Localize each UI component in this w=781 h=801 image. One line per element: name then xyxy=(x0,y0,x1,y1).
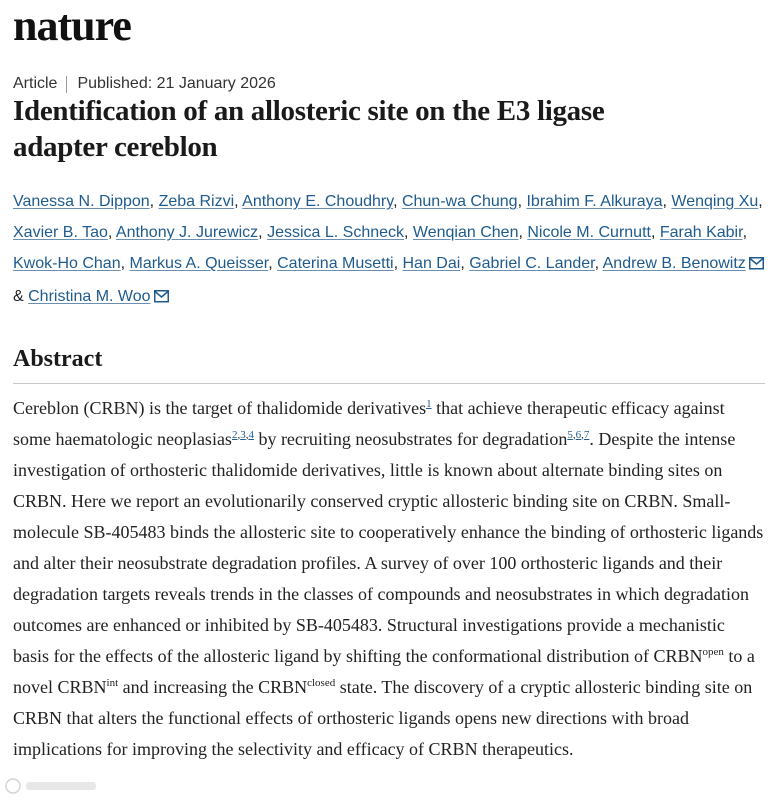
author-link[interactable]: Kwok-Ho Chan xyxy=(13,255,121,272)
author-link[interactable]: Ibrahim F. Alkuraya xyxy=(526,193,663,210)
author-link[interactable]: Christina M. Woo xyxy=(28,288,151,305)
published-date: Published: 21 January 2026 xyxy=(77,75,276,92)
email-icon[interactable] xyxy=(749,250,764,281)
reference-link[interactable]: 7 xyxy=(583,429,590,441)
abstract-segment: state. The discovery of a cryptic allosteric binding site on CRBN that alters the functional effects of orthosteric ligands opens new directions with broad implications for improving the selectivity and efficacy of CRBN therapeutics. xyxy=(13,677,753,759)
author-link[interactable]: Andrew B. Benowitz xyxy=(602,255,746,272)
author-link[interactable]: Vanessa N. Dippon xyxy=(13,193,150,210)
authors-and: & xyxy=(13,288,24,305)
email-icon[interactable] xyxy=(154,283,169,314)
reference-link[interactable]: 2 xyxy=(231,429,238,441)
abstract-text: Cereblon (CRBN) is the target of thalidomide derivatives$^1$ that achieve therapeutic efficacy against some haematologic neoplasias$^{2,3,4}$ by recruiting neosubstrates for degradation$^{5,6,7}$. Despite the intense investigation of orthosteric thalidomide derivatives, little is known about alternate binding sites on CRBN. Here we report an evolutionarily conserved cryptic allosteric binding site on CRBN. Small-molecule SB-405483 binds the allosteric site to cooperatively enhance the binding of orthosteric ligands and alter their neosubstrate degradation profiles. A survey of over 100 orthosteric ligands and their degradation targets reveals trends in the classes of compounds and neosubstrates in which degradation outcomes are enhanced or inhibited by SB-405483. Structural investigations provide a mechanistic basis for the effects of the allosteric ligand by shifting the conformational distribution of $CRBN^{open}$ to a novel $CRBN^{int}$ and increasing the $CRBN^{closed}$ state. The discovery of a cryptic allosteric binding site on CRBN that alters the functional effects of orthosteric ligands opens new directions with broad implications for improving the selectivity and efficacy of CRBN therapeutics. xyxy=(13,398,764,759)
abstract-segment: that achieve therapeutic efficacy against some haematologic neoplasias xyxy=(13,398,725,449)
reference-link[interactable]: 1 xyxy=(426,398,432,410)
article-title-line-1: Identification of an allosteric site on the E3 ligase xyxy=(13,95,605,127)
superscript-open: open xyxy=(702,646,724,658)
watermark-logo xyxy=(4,776,104,796)
reference-link[interactable]: 4 xyxy=(248,429,254,441)
superscript-int: int xyxy=(106,677,119,689)
meta-divider xyxy=(66,76,67,93)
abstract-segment: to a novel CRBN xyxy=(13,646,755,697)
author-link[interactable]: Markus A. Queisser xyxy=(129,255,269,272)
author-link[interactable]: Farah Kabir xyxy=(659,224,743,241)
author-link[interactable]: Chun-wa Chung xyxy=(401,193,518,210)
author-link[interactable]: Wenqian Chen xyxy=(412,224,519,241)
author-link[interactable]: Xavier B. Tao xyxy=(13,224,108,241)
abstract-segment: by recruiting neosubstrates for degradation xyxy=(253,429,568,449)
reference-link[interactable]: 3 xyxy=(240,429,246,441)
author-link[interactable]: Anthony J. Jurewicz xyxy=(115,224,259,241)
author-link[interactable]: Nicole M. Curnutt xyxy=(527,224,651,241)
author-link[interactable]: Han Dai xyxy=(402,255,461,272)
article-type: Article xyxy=(13,75,58,92)
author-link[interactable]: Caterina Musetti xyxy=(277,255,394,272)
abstract-segment: Cereblon (CRBN) is the target of thalidomide derivatives xyxy=(13,398,427,418)
abstract-segment: . Despite the intense investigation of orthosteric thalidomide derivatives, little is known about alternate binding sites on CRBN. Here we report an evolutionarily conserved cryptic allosteric binding site on CRBN. Small-molecule SB-405483 binds the allosteric site to cooperatively enhance the binding of orthosteric ligands and alter their neosubstrate degradation profiles. A survey of over 100 orthosteric ligands and their degradation targets reveals trends in the classes of compounds and neosubstrates in which degradation outcomes are enhanced or inhibited by SB-405483. Structural investigations provide a mechanistic basis for the effects of the allosteric ligand by shifting the conformational distribution of CRBN xyxy=(13,429,764,666)
abstract-segment: and increasing the CRBN xyxy=(118,677,308,697)
author-link[interactable]: Anthony E. Choudhry xyxy=(242,193,394,210)
author-link[interactable]: Jessica L. Schneck xyxy=(267,224,405,241)
reference-link[interactable]: 6 xyxy=(575,429,582,441)
abstract-heading: Abstract xyxy=(13,346,103,372)
superscript-closed: closed xyxy=(307,677,336,689)
section-divider xyxy=(13,383,765,384)
article-title-line-2: adapter cereblon xyxy=(13,131,218,163)
author-link[interactable]: Gabriel C. Lander xyxy=(469,255,595,272)
author-link[interactable]: Zeba Rizvi xyxy=(158,193,235,210)
article-title xyxy=(13,93,765,165)
reference-link[interactable]: 5 xyxy=(567,429,573,441)
author-list: Vanessa N. Dippon, Zeba Rizvi, Anthony E. Choudhry, Chun-wa Chung, Ibrahim F. Alkuraya, Wenqing Xu, Xavier B. Tao, Anthony J. Jurewicz, Jessica L. Schneck, Wenqian Chen, Nicole M. Curnutt, Farah Kabir, Kwok-Ho Chan, Markus A. Queisser, Caterina Musetti, Han Dai, Gabriel C. Lander, Andrew B. Benowitz & Christina M. Woo xyxy=(13,186,765,314)
author-link[interactable]: Wenqing Xu xyxy=(671,193,759,210)
journal-logo[interactable]: nature xyxy=(13,1,131,50)
article-meta xyxy=(13,75,276,93)
